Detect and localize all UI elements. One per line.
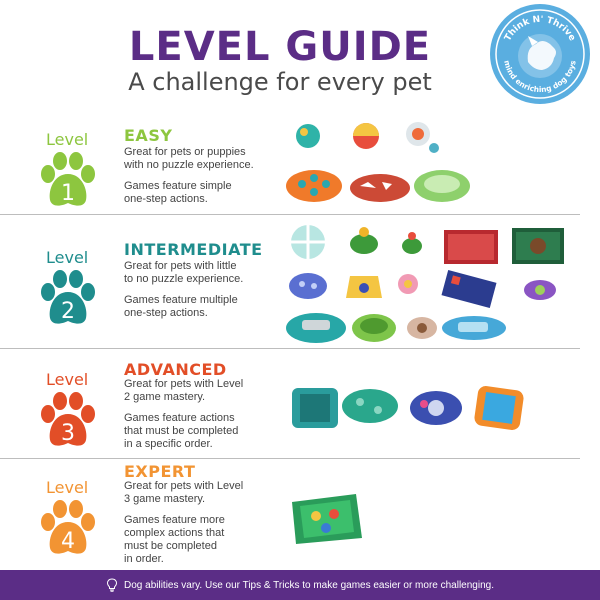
level-description: Great for pets with Level 2 game mastery. Games feature actions that must be completed in a specific order. bbox=[124, 378, 244, 450]
toy-row-2 bbox=[286, 268, 576, 308]
page-title: LEVEL GUIDE bbox=[128, 24, 432, 70]
toy-row-advanced bbox=[284, 380, 534, 436]
toy-expert bbox=[286, 488, 366, 550]
brand-tagline: mind enriching dog toys bbox=[502, 59, 578, 95]
toy-row-3 bbox=[282, 306, 512, 348]
toy-bowls bbox=[282, 160, 472, 210]
level-word: Level bbox=[46, 478, 89, 497]
level-description: Great for pets or puppies with no puzzle experience. Games feature simple one-step actions. bbox=[124, 146, 254, 205]
brand-logo bbox=[488, 2, 592, 106]
level-description: Great for pets with Level 3 game mastery. Games feature more complex actions that must be completed in order. bbox=[124, 480, 244, 565]
level-name: EXPERT bbox=[124, 462, 196, 481]
footer-banner bbox=[0, 570, 600, 600]
level-description: Great for pets with little to no puzzle experience. Games feature multiple one-step actions. bbox=[124, 260, 244, 319]
lightbulb-icon bbox=[106, 578, 118, 592]
level-name: ADVANCED bbox=[124, 360, 227, 379]
paw-icon bbox=[36, 150, 100, 210]
toy-row-1 bbox=[286, 222, 576, 270]
level-number: 2 bbox=[61, 299, 75, 324]
level-word: Level bbox=[46, 248, 89, 267]
page-subtitle: A challenge for every pet bbox=[128, 68, 432, 96]
level-number: 1 bbox=[61, 181, 75, 206]
level-number: 3 bbox=[61, 421, 75, 446]
brand-name: Think N' Thrive bbox=[503, 14, 577, 43]
toy-balls bbox=[290, 118, 440, 158]
paw-icon bbox=[36, 390, 100, 450]
level-word: Level bbox=[46, 130, 89, 149]
level-name: INTERMEDIATE bbox=[124, 240, 263, 259]
level-word: Level bbox=[46, 370, 89, 389]
section-divider bbox=[0, 458, 580, 459]
section-divider bbox=[0, 348, 580, 349]
paw-icon bbox=[36, 498, 100, 558]
level-name: EASY bbox=[124, 126, 173, 145]
paw-icon bbox=[36, 268, 100, 328]
footer-text: Dog abilities vary. Use our Tips & Tricks to make games easier or more challenging. bbox=[124, 579, 494, 591]
section-divider bbox=[0, 214, 580, 215]
level-number: 4 bbox=[61, 529, 75, 554]
